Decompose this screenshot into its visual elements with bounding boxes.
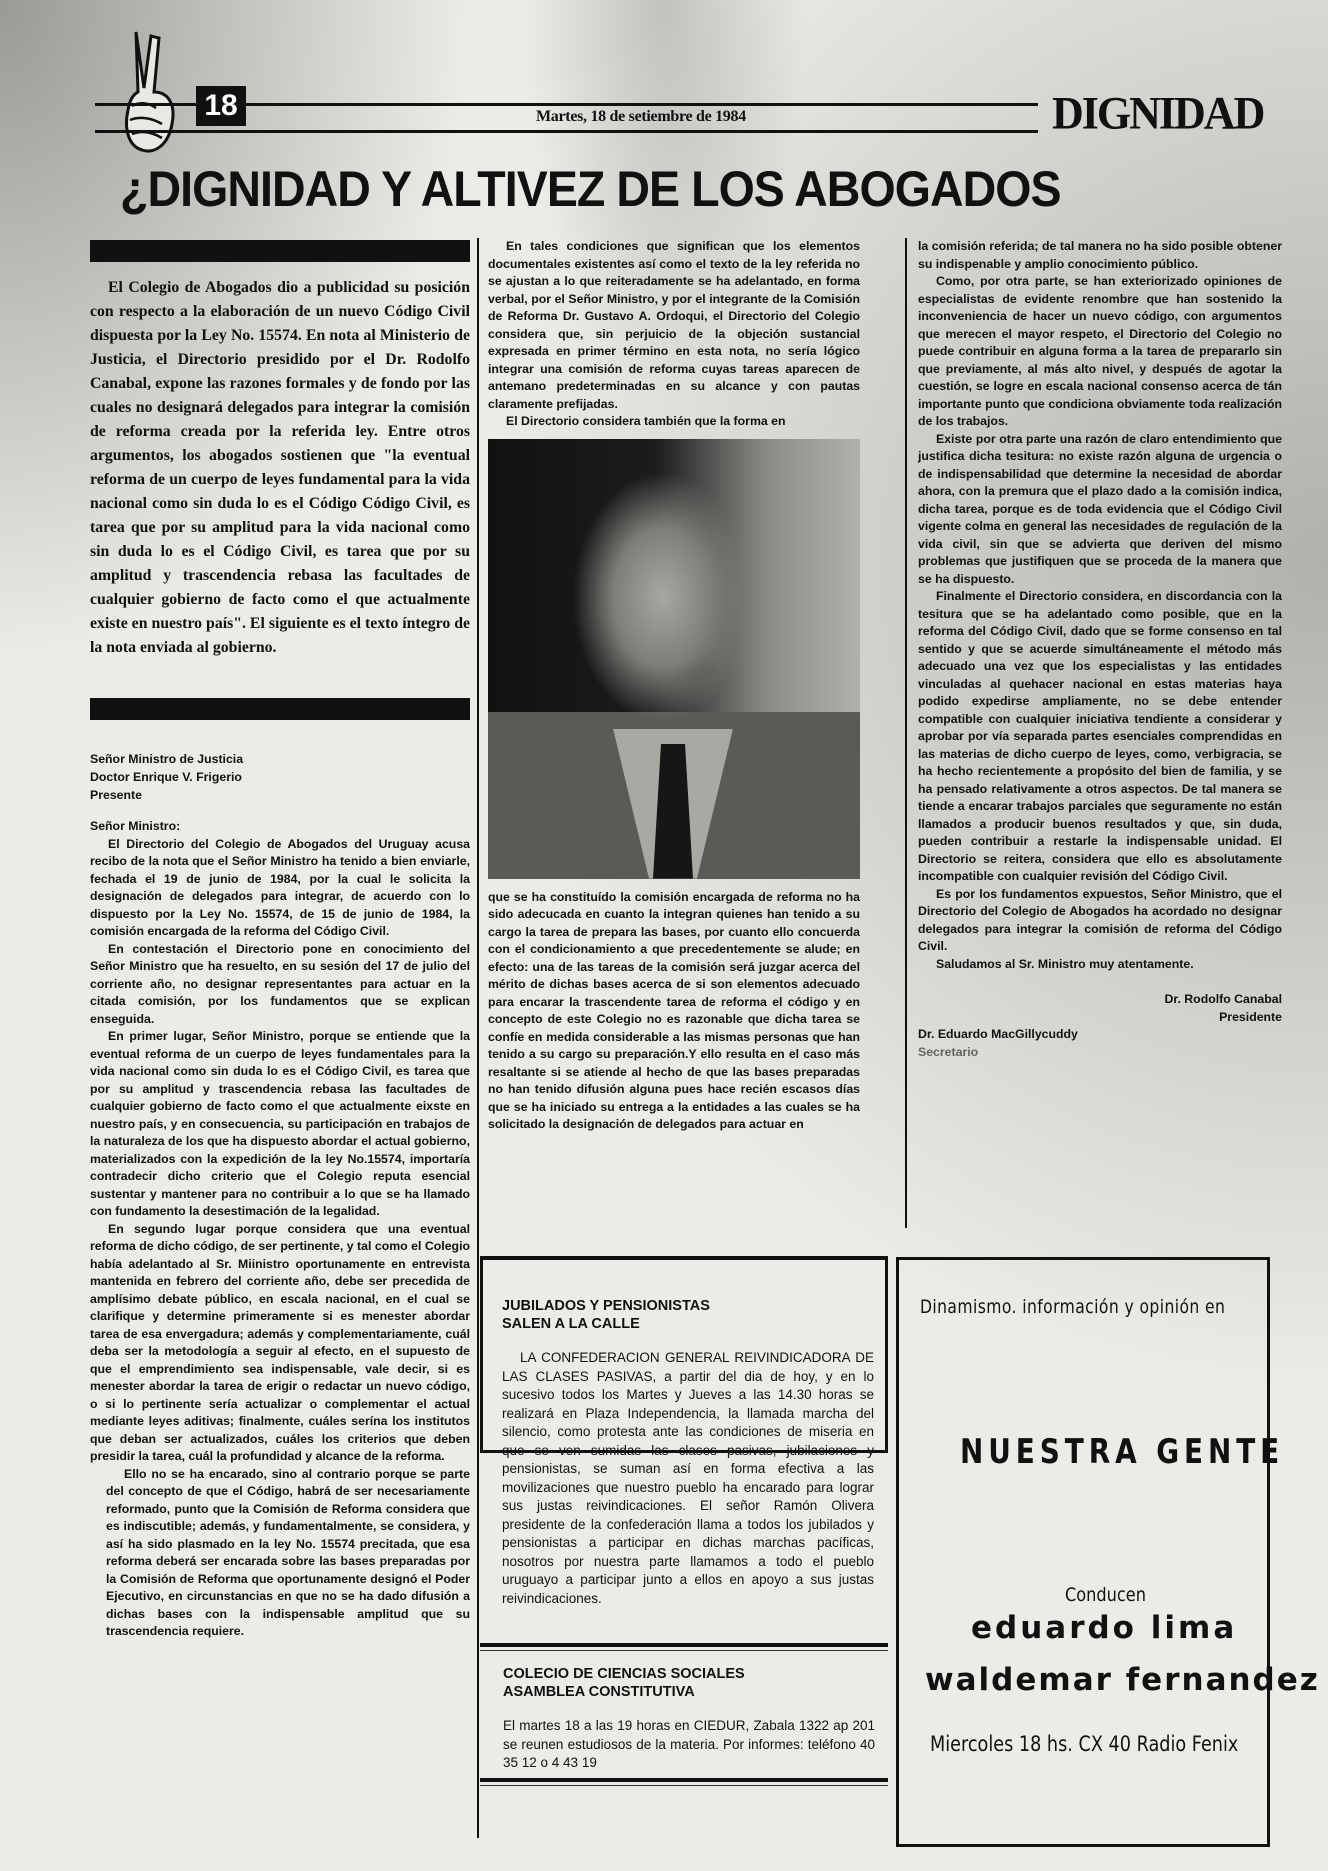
ad-host-2: waldemar fernandez	[925, 1662, 1320, 1698]
section-bar	[90, 240, 470, 262]
colecio-heading	[503, 1665, 875, 1701]
letter-address	[90, 750, 470, 804]
signature-president-name: Dr. Rodolfo Canabal	[1164, 992, 1282, 1006]
colecio-text: El martes 18 a las 19 horas en CIEDUR, Zabala 1322 ap 201 se reunen estudiosos de la materia. Por informes: teléfono 40 35 12 o 4 43 19	[503, 1718, 875, 1770]
paragraph: Saludamos al Sr. Ministro muy atentamente.	[936, 956, 1194, 971]
masthead-rule-bottom	[95, 130, 1038, 133]
ad-schedule: Miercoles 18 hs. CX 40 Radio Fenix	[930, 1732, 1239, 1756]
heading-line: ASAMBLEA CONSTITUTIVA	[503, 1684, 695, 1700]
letter-salutation: Señor Ministro:	[90, 819, 181, 833]
paragraph: El Directorio del Colegio de Abogados del Uruguay acusa recibo de la nota que el Señor Ministro ha tenido a bien enviarle, fechada el 19 de junio de 1984, por la cual le solicita la designación de delegados para integrar, de acuerdo con lo dispuesto por la Ley No. 15574, de 15 de junio de 1984, la comisión encargada de la reforma del Código Civil.	[90, 836, 470, 938]
ad-tagline: Dinamismo. información y opinión en	[920, 1296, 1226, 1318]
heading-line: COLECIO DE CIENCIAS SOCIALES	[503, 1666, 745, 1682]
jubilados-content	[502, 1297, 874, 1608]
section-bar	[90, 698, 470, 720]
signature-secretary-name: Dr. Eduardo MacGillycuddy	[918, 1027, 1078, 1041]
paragraph: Finalmente el Directorio considera, en discordancia con la tesitura que se ha adelantado como posible, que en la reforma del Código Civil, dado que se forme consenso en tal sentido y que se acuerde simultáneamente el método más adecuado una vez que los especialistas y las entidades vinculadas al quehacer nacional en estas materias haya podido expedirse ampliamente, no se debe entender compatible con cualquier iniciativa tendiente a considerar y aprobar por vía separada partes esenciales comprendidas en las materias de dicho cuerpo de leyes, como, verbigracia, se ha hecho recientemente a propósito del bien de familia, y se ha pensado relativamente a otros aspectos. De tal manera se tiende a encarar trabajos parciales que seguramente no están llamados a producir buenos resultados y que, sin duda, pueden contribuir a restarle la indispensable unidad. El Directorio se reitera, considera que ello es absolutamente incompatible con cualquier revisión del Código Civil.	[918, 589, 1282, 883]
ad-hosts-label: Conducen	[1065, 1584, 1146, 1606]
address-line: Doctor Enrique V. Frigerio	[90, 770, 242, 784]
article-column-3	[918, 238, 1282, 1061]
radio-ad-box	[896, 1257, 1270, 1847]
jubilados-text-body: LA CONFEDERACION GENERAL REIVINDICADORA DE LAS CLASES PASIVAS, a partir del dia de hoy, y en lo sucesivo todos los Martes y Jueves a las 14.30 horas se realizará en Plaza Independencia, la llamada marcha del silencio, como protesta ante las condiciones de miseria en que se ven sumidas las clases pasivas, jubilaciones y pensionistas, se suman así en forma efectiva a las movilizaciones que nuestro pueblo ha encarado para lograr sus justas reivindicaciones. El señor Ramón Olivera presidente de la confederación llama a todos los jubilados y pensionistas a participar en dichas marchas pacíficas, nosotros por nuestra parte llamamos a todo el pueblo uruguayo a participar junto a ellos en apoyo a sus justas reivindicaciones.	[502, 1350, 874, 1606]
article-column-1	[90, 240, 470, 1641]
article-column-2	[488, 238, 860, 1134]
paragraph: Como, por otra parte, se han exteriorizado opiniones de especialistas de evidente renombre que han sostenido la inconveniencia de hacer un nuevo código, con argumentos que merecen el mayor respeto, el Directorio del Colegio no puede contribuir en alguna forma a la tarea de prepararlo sin que previamente, al más alto nivel, y después de agotar la cuestión, se logre en escala nacional consenso acerca de tán importante punto que condiciona obviamente toda realización de los trabajos.	[918, 274, 1282, 428]
paragraph: El Directorio considera también que la forma en	[506, 414, 786, 428]
heading-line: SALEN A LA CALLE	[502, 1316, 640, 1332]
box-rule	[480, 1643, 888, 1647]
ad-host-1: eduardo lima	[971, 1610, 1238, 1646]
page-number: 18	[196, 86, 246, 126]
ad-program-name: NUESTRA GENTE	[960, 1432, 1285, 1472]
colecio-notice	[503, 1665, 875, 1773]
victory-hand-icon	[118, 28, 188, 158]
issue-date: Martes, 18 de setiembre de 1984	[536, 108, 746, 125]
address-line: Presente	[90, 788, 142, 802]
paragraph: la comisión referida; de tal manera no ha sido posible obtener su indispenable y amplio conocimiento público.	[918, 239, 1282, 271]
jubilados-heading	[502, 1297, 874, 1333]
paragraph: En segundo lugar porque considera que una eventual reforma de dicho código, de ser pertinente, y tal como el Colegio había adelantado al Sr. Miinistro oportunamente en entrevista mantenida en febrero del corriente año, debe ser precedida de amplísimo debate público, en escala nacional, en el cual se clarifique y determine primeramente si es menester abordar tarea de esa envergadura; además y complementariamente, cuál deba ser la metodología a seguir al efecto, en el supuesto de que el emprendimiento sea indispensable, vale decir, si es menester abordar la tarea de erigir o redactar un nuevo código, o si lo pertinente sería actualizar o complementar el actual mediante leyes aditivas; finalmente, cuáles serína los institutos que deban ser actualizados, cuáles los criterios que deben presidir la tarea, cuál la profundidad y alcance de la reforma.	[90, 1221, 470, 1463]
box-rule	[480, 1778, 888, 1782]
publication-name: DIGNIDAD	[1052, 87, 1264, 140]
address-line: Señor Ministro de Justicia	[90, 752, 244, 766]
paragraph: En primer lugar, Señor Ministro, porque se entiende que la eventual reforma de un cuerpo de leyes fundamentales para la vida nacional como sin duda lo es el Código Civil, es tarea que por su amplitud y trascendencia rebasa las facultades de cualquier gobierno de facto como el que actualmente eixste en nuestro país, y en consecuencia, su participación en trabajos de la naturaleza de los que ha dispuesto abordar el actual gobierno, materializados con la expedición de la ley No.15574, importaría contradecir dicho criterio que el Colegio reputa esencial sustentar y mantener para no contribuir a lo que se ha llamado con fundamento la desestimación de la legalidad.	[90, 1029, 470, 1218]
paragraph: Ello no se ha encarado, sino al contrario porque se parte del concepto de que el Código, habrá de ser necesariamente reformado, punto que la Comisión de Reforma considera que es indiscutible; además, y fundamentalmente, se considera, y así ha sido plasmado en la ley No. 15574 precitada, que esa reforma deberá ser encarada sobre las bases preparadas por la Comisión de Reforma que oportunamente designó el Poder Ejecutivo, en circunstancias en que no se ha dado difusión a dichas bases con la indispensable amplitud que su trascendencia requiere.	[106, 1466, 470, 1638]
column-divider	[477, 238, 479, 1838]
signature-president-title: Presidente	[1219, 1009, 1282, 1024]
paragraph: En tales condiciones que significan que los elementos documentales existentes así como el texto de la ley referida no se ajustan a lo que reiteradamente se ha adelantado, en forma verbal, por el Señor Ministro, y por el integrante de la Comisión de Reforma Dr. Gustavo A. Ordoqui, el Directorio del Colegio considera que, sin perjuicio de la objeción sustancial expresada en primer término en esta nota, no sería lógico integrar una comisión de reforma cuyas tareas aparecen de antemano predeterminadas en su alcance y con pautas claramente prefijadas.	[488, 239, 860, 411]
heading-line: JUBILADOS Y PENSIONISTAS	[502, 1298, 710, 1314]
page-headline: ¿DIGNIDAD Y ALTIVEZ DE LOS ABOGADOS	[120, 161, 1061, 217]
article-intro: El Colegio de Abogados dio a publicidad su posición con respecto a la elaboración de un nuevo Código Civil dispuesta por la Ley No. 15574. En nota al Ministerio de Justicia, el Directorio presidido por el Dr. Rodolfo Canabal, expone las razones formales y de fondo por las cuales no designará delegados para integrar la comisión de reforma creada por la referida ley. Entre otros argumentos, los abogados sostienen que "la eventual reforma de un cuerpo de leyes fundamental para la vida nacional como sin duda lo es el Código Código Civil, es tarea que por su amplitud para la vida nacional como sin duda lo es el Código Civil, es tarea que por su amplitud y trascendencia rebasa las facultades de cualquier gobierno de facto como el que actualmente existe en nuestro país". El siguiente es el texto íntegro de la nota enviada al gobierno.	[90, 279, 470, 656]
signature-secretary-title: Secretario	[918, 1044, 979, 1059]
box-rule	[480, 1785, 888, 1786]
paragraph: En contestación el Directorio pone en conocimiento del Señor Ministro que ha resuelto, en su sesión del 17 de julio del corriente año, no designar representantes para actuar en la citada comisión, por los fundamentos que se explican enseguida.	[90, 941, 470, 1026]
paragraph: Existe por otra parte una razón de claro entendimiento que justifica dicha tesitura: no existe razón alguna de urgencia o de indispensabilidad que determine la necesidad de abordar ahora, con la premura que el plazo dado a la comisión indica, dicha tarea, porque es de toda evidencia que el Código Civil vigente colma en general las necesidades de regulación de la vida civil, sin que se advierta que deriven del mismo problemas que justifiquen que se proceda de la manera que se ha dispuesto.	[918, 431, 1282, 586]
portrait-photo-icon	[488, 439, 860, 879]
jubilados-text	[502, 1349, 874, 1608]
paragraph: Es por los fundamentos expuestos, Señor Ministro, que el Directorio del Colegio de Abogados ha acordado no designar delegados para integrar la comisión de reforma del Código Civil.	[918, 886, 1282, 953]
box-rule	[480, 1650, 888, 1651]
column-divider	[905, 238, 907, 1228]
paragraph: que se ha constituído la comisión encargada de reforma no ha sido adecucada en cuanto la integran quienes han tenido a su cargo la tarea de prepara las bases, por cuanto ello concuerda con el condicionamiento a que precedentemente se alude; en efecto: una de las tareas de la comisión será juzgar acerca del mérito de dichas bases acerca de si son elementos adecuado para encarar la trascendente tarea de reforma el código y en concepto de este Colegio no es razonable que dicha tarea se confíe en medida considerable a las mismas personas que han tenido a su cargo su preparación.Y ello resulta en el caso más resaltante si se atiende al hecho de que las bases preparadas no han tenido difusión alguna pues hace recién escasos días que se ha iniciado su entrega a la entidades a las cuales se ha solicitado la designación de delegados para actuar en	[488, 889, 860, 1131]
